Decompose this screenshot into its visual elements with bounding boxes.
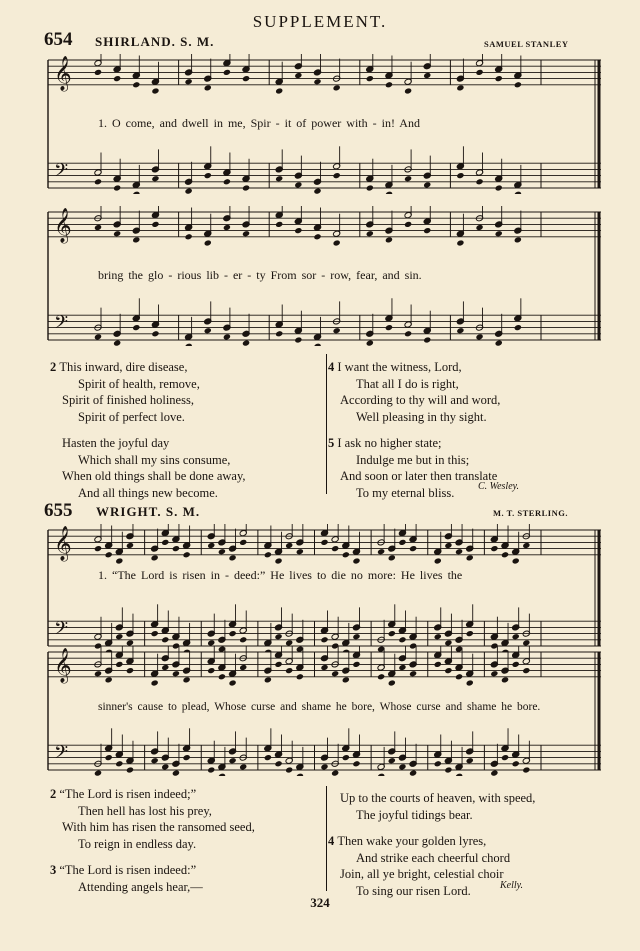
verse-line (340, 485, 610, 502)
note-head (331, 770, 339, 776)
note-head (161, 539, 169, 546)
note-head (423, 181, 431, 188)
note-head (313, 343, 321, 346)
note-head (94, 545, 102, 552)
verse-line (340, 452, 610, 469)
verse-line (340, 790, 610, 807)
note-head (204, 84, 212, 91)
note-head (455, 773, 463, 776)
note-head (275, 330, 283, 337)
stanza (62, 435, 322, 501)
note-head (366, 340, 374, 346)
note-head (313, 78, 321, 85)
note-head (495, 340, 503, 346)
page-header: SUPPLEMENT. (252, 12, 388, 31)
verse-line (340, 850, 610, 867)
note-head (385, 81, 393, 88)
bass-clef-icon: 𝄢 (54, 742, 69, 768)
note-head (331, 545, 339, 552)
hymn-655-music-system-1 (40, 524, 605, 652)
verse-line (328, 359, 610, 376)
note-head (377, 548, 385, 555)
note-head (113, 75, 121, 82)
note-head (185, 78, 193, 85)
note-head (352, 633, 360, 640)
note-head (313, 233, 321, 240)
note-head (409, 670, 417, 677)
note-head (207, 667, 215, 674)
verse-text: Well pleasing in thy sight. (356, 409, 487, 424)
note-head (495, 75, 503, 82)
stanza (50, 786, 322, 852)
verse-text: And strike each cheerful chord (356, 850, 511, 865)
note-head (183, 551, 191, 558)
note-head (151, 679, 159, 686)
note-head (264, 551, 272, 558)
note-head (512, 557, 520, 564)
note-head (242, 230, 250, 237)
note-head (113, 340, 121, 346)
note-head (456, 172, 464, 179)
hymn-655-verses-right (328, 790, 610, 899)
note-head (501, 676, 509, 683)
note-head (342, 676, 350, 683)
note-head (296, 773, 304, 776)
note-head (444, 542, 452, 549)
verse-line (340, 468, 610, 485)
note-head (94, 178, 102, 185)
note-head (398, 636, 406, 643)
verse-line (50, 862, 322, 879)
note-head (113, 230, 121, 237)
note-head (456, 84, 464, 91)
hymn-655-number: 655 (44, 500, 73, 521)
note-head (229, 757, 237, 764)
hymn-654-lyric-line-1: 1. O come, and dwell in me, Spir - it of power with - in! And (98, 116, 420, 130)
verse-line (328, 833, 610, 850)
note-head (275, 221, 283, 228)
verse-line (50, 786, 322, 803)
verse-text: Spirit of perfect love. (78, 409, 185, 424)
verse-line (62, 879, 322, 896)
note-head (264, 754, 272, 761)
note-head (151, 554, 159, 561)
note-head (242, 184, 250, 191)
note-head (476, 178, 484, 185)
note-head (444, 667, 452, 674)
verse-line (340, 392, 610, 409)
note-head (466, 757, 474, 764)
note-head (495, 184, 503, 191)
verse-line (50, 359, 322, 376)
note-head (285, 766, 293, 773)
verse-line (62, 836, 322, 853)
note-head (172, 545, 180, 552)
note-head (132, 191, 140, 194)
hymn-654-title: SHIRLAND. S. M. (95, 34, 215, 49)
verse-text: This inward, dire disease, (59, 360, 188, 374)
verse-text: With him has risen the ransomed seed, (62, 820, 255, 834)
note-head (456, 239, 464, 246)
note-head (476, 69, 484, 76)
verse-text: When old things shall be done away, (62, 469, 246, 483)
note-head (385, 236, 393, 243)
page-number: 324 (310, 895, 330, 910)
stanza (340, 790, 610, 823)
verse-text: Then hell has lost his prey, (78, 803, 212, 818)
note-head (512, 661, 520, 668)
note-head (105, 551, 113, 558)
note-head (94, 69, 102, 76)
stanza-number: 3 (50, 863, 60, 877)
note-head (331, 670, 339, 677)
stanza-number: 2 (50, 787, 60, 801)
verse-line (62, 803, 322, 820)
note-head (388, 554, 396, 561)
note-head (409, 770, 417, 776)
note-head (275, 175, 283, 182)
note-head (274, 760, 282, 767)
note-head (161, 636, 169, 643)
note-head (105, 676, 113, 683)
note-head (161, 664, 169, 671)
note-head (514, 324, 522, 331)
note-head (132, 324, 140, 331)
note-head (264, 676, 272, 683)
note-head (239, 539, 247, 546)
note-head (352, 557, 360, 564)
verse-text: Join, all ye bright, celestial choir (340, 867, 504, 881)
note-head (423, 336, 431, 343)
note-head (115, 661, 123, 668)
note-head (274, 633, 282, 640)
note-head (94, 333, 102, 340)
note-head (366, 230, 374, 237)
note-head (183, 754, 191, 761)
verse-text: The joyful tidings bear. (356, 807, 473, 822)
hymn-655-lyric-line-1: 1. “The Lord is risen in - deed:” He lives to die no more: He lives the (98, 568, 463, 582)
note-head (388, 679, 396, 686)
note-head (423, 227, 431, 234)
verse-text: To reign in endless day. (78, 836, 197, 851)
note-head (239, 664, 247, 671)
note-head (476, 224, 484, 231)
verse-text: To my eternal bliss. (356, 485, 455, 500)
note-head (204, 327, 212, 334)
note-head (161, 763, 169, 770)
note-head (514, 236, 522, 243)
stanza-number: 4 (328, 834, 338, 848)
note-head (126, 766, 134, 773)
note-head (313, 188, 321, 194)
verse-text: Indulge me but in this; (356, 452, 470, 467)
verse-text: Which shall my sins consume, (78, 452, 231, 467)
note-head (207, 542, 215, 549)
verse-line (340, 409, 610, 426)
note-head (333, 84, 341, 91)
note-head (522, 542, 530, 549)
note-head (132, 81, 140, 88)
note-head (512, 760, 520, 767)
note-head (404, 221, 412, 228)
note-head (274, 661, 282, 668)
stanza (50, 862, 322, 895)
verse-text: Spirit of health, remove, (78, 376, 200, 391)
verse-line (62, 409, 322, 426)
note-head (366, 75, 374, 82)
note-head (352, 661, 360, 668)
bass-clef-icon: 𝄢 (54, 618, 69, 644)
treble-clef-icon: 𝄞 (54, 647, 72, 683)
note-head (434, 760, 442, 767)
note-head (514, 81, 522, 88)
note-head (333, 327, 341, 334)
treble-clef-icon: 𝄞 (54, 525, 72, 561)
note-head (285, 667, 293, 674)
note-head (126, 667, 134, 674)
note-head (466, 554, 474, 561)
note-head (409, 545, 417, 552)
note-head (514, 191, 522, 194)
verse-line (328, 435, 610, 452)
note-head (239, 763, 247, 770)
note-head (434, 557, 442, 564)
note-head (242, 340, 250, 346)
treble-clef-icon: 𝄞 (54, 207, 72, 243)
hymn-654-composer: SAMUEL STANLEY (484, 39, 569, 49)
note-head (296, 548, 304, 555)
verse-line (62, 392, 322, 409)
note-head (151, 175, 159, 182)
note-head (398, 664, 406, 671)
stanza (50, 359, 322, 425)
note-head (388, 757, 396, 764)
note-head (352, 760, 360, 767)
hymn-655-verses-left (50, 786, 322, 895)
note-head (512, 633, 520, 640)
bass-clef-icon: 𝄢 (54, 312, 69, 338)
note-head (456, 327, 464, 334)
verse-text: Hasten the joyful day (62, 436, 170, 450)
verse-text: “The Lord is risen indeed;” (59, 787, 197, 801)
stanza (328, 833, 610, 899)
note-head (274, 557, 282, 564)
note-head (151, 221, 159, 228)
verse-text: To sing our risen Lord. (356, 883, 471, 898)
verse-text: Up to the courts of heaven, with speed, (340, 791, 536, 805)
hymn-654-credit: C. Wesley. (478, 481, 520, 492)
note-head (294, 227, 302, 234)
verse-text: I want the witness, Lord, (337, 360, 462, 374)
note-head (342, 551, 350, 558)
note-head (223, 333, 231, 340)
verse-text: “The Lord is risen indeed:” (59, 863, 197, 877)
note-head (320, 763, 328, 770)
note-head (229, 679, 237, 686)
note-head (218, 673, 226, 680)
stanza (328, 359, 610, 425)
verse-text: Spirit of finished holiness, (62, 393, 194, 407)
note-head (388, 630, 396, 637)
note-head (522, 667, 530, 674)
stanza (328, 435, 610, 501)
column-rule (326, 354, 327, 494)
note-head (444, 766, 452, 773)
bass-clef-icon: 𝄢 (54, 160, 69, 186)
verse-text: According to thy will and word, (340, 393, 501, 407)
note-head (398, 539, 406, 546)
note-head (239, 636, 247, 643)
note-head (151, 757, 159, 764)
hymn-654-verses-left (50, 359, 322, 501)
verse-line (340, 866, 610, 883)
note-head (113, 184, 121, 191)
note-head (204, 172, 212, 179)
note-head (223, 178, 231, 185)
note-head (495, 230, 503, 237)
note-head (115, 557, 123, 564)
hymn-654-lyric-line-2: bring the glo - rious lib - er - ty From sor - row, fear, and sin. (98, 268, 422, 282)
note-head (385, 191, 393, 194)
note-head (522, 766, 530, 773)
note-head (476, 333, 484, 340)
note-head (132, 236, 140, 243)
verse-line (340, 807, 610, 824)
note-head (342, 754, 350, 761)
verse-text: Then wake your golden lyres, (337, 834, 487, 848)
note-head (434, 633, 442, 640)
note-head (455, 673, 463, 680)
note-head (126, 542, 134, 549)
note-head (275, 87, 283, 94)
hymn-654-number: 654 (44, 29, 73, 50)
verse-text: And all things new become. (78, 485, 218, 500)
verse-line (62, 468, 322, 485)
hymn-655-credit: Kelly. (500, 880, 524, 891)
note-head (285, 542, 293, 549)
hymn-655-lyric-line-2: sinner's cause to plead, Whose curse and shame he bore, Whose curse and shame he bore. (98, 701, 541, 713)
note-head (333, 239, 341, 246)
verse-line (62, 485, 322, 502)
stanza-number: 4 (328, 360, 338, 374)
verse-line (62, 819, 322, 836)
note-head (94, 224, 102, 231)
note-head (229, 630, 237, 637)
note-head (490, 770, 498, 776)
note-head (385, 324, 393, 331)
hymn-654-verses-right (328, 359, 610, 501)
hymn-655-composer: M. T. STERLING. (493, 508, 568, 518)
note-head (377, 673, 385, 680)
note-head (94, 770, 102, 776)
note-head (377, 773, 385, 776)
note-head (466, 679, 474, 686)
note-head (320, 539, 328, 546)
note-head (183, 676, 191, 683)
verse-text: I ask no higher state; (337, 436, 442, 450)
note-head (490, 670, 498, 677)
stanza-number: 5 (328, 436, 338, 450)
note-head (223, 69, 231, 76)
note-head (490, 545, 498, 552)
note-head (151, 630, 159, 637)
note-head (185, 343, 193, 346)
hymn-655-title: WRIGHT. S. M. (96, 504, 201, 519)
note-head (398, 763, 406, 770)
note-head (296, 673, 304, 680)
note-head (207, 766, 215, 773)
note-head (172, 670, 180, 677)
note-head (423, 72, 431, 79)
note-head (455, 548, 463, 555)
note-head (185, 188, 193, 194)
note-head (466, 630, 474, 637)
note-head (294, 181, 302, 188)
note-head (115, 760, 123, 767)
column-rule (326, 786, 327, 891)
note-head (229, 554, 237, 561)
note-head (105, 754, 113, 761)
note-head (223, 224, 231, 231)
note-head (366, 184, 374, 191)
verse-line (62, 435, 322, 452)
note-head (501, 551, 509, 558)
note-head (242, 75, 250, 82)
verse-text: Attending angels hear,— (78, 879, 203, 894)
note-head (94, 670, 102, 677)
verse-text: And soon or later then translate (340, 469, 498, 483)
note-head (172, 770, 180, 776)
note-head (218, 773, 226, 776)
note-head (320, 664, 328, 671)
note-head (501, 754, 509, 761)
note-head (404, 87, 412, 94)
note-head (404, 175, 412, 182)
note-head (294, 72, 302, 79)
note-head (151, 87, 159, 94)
note-head (204, 239, 212, 246)
note-head (434, 661, 442, 668)
verse-text: That all I do is right, (356, 376, 459, 391)
stanza-number: 2 (50, 360, 60, 374)
note-head (404, 330, 412, 337)
note-head (115, 633, 123, 640)
note-head (294, 336, 302, 343)
verse-line (340, 376, 610, 393)
note-head (333, 172, 341, 179)
note-head (320, 636, 328, 643)
note-head (185, 233, 193, 240)
verse-line (62, 452, 322, 469)
note-head (218, 548, 226, 555)
note-head (151, 330, 159, 337)
treble-clef-icon: 𝄞 (54, 55, 72, 91)
verse-line (62, 376, 322, 393)
